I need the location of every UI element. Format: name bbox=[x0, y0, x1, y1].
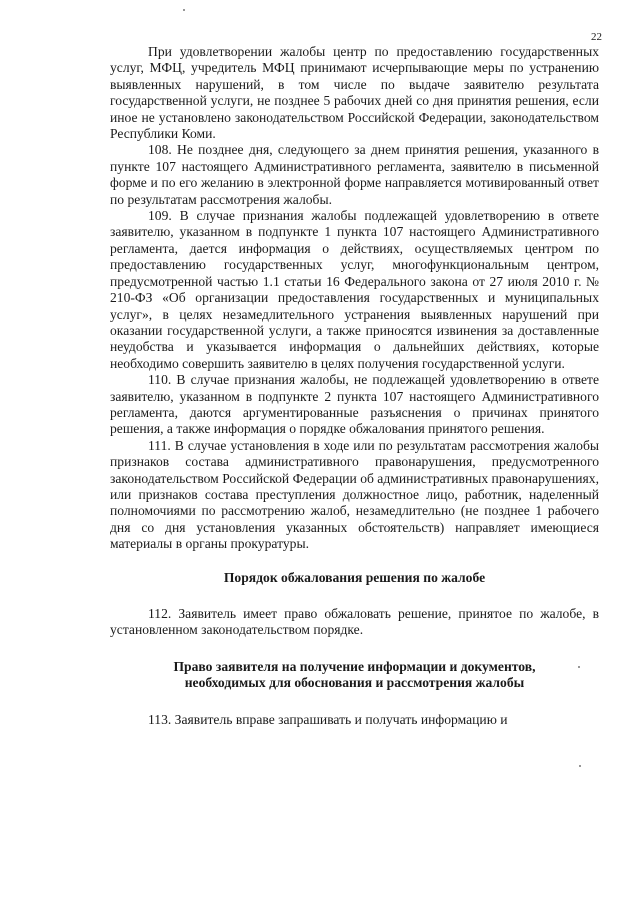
scan-speck bbox=[578, 666, 580, 668]
spacer bbox=[110, 639, 599, 659]
paragraph-111: 111. В случае установления в ходе или по результатам рассмотрения жалобы признаков состава административного правонарушения, предусмотренного законодательством Российской Федерации об административных правонарушениях, или признаков состава преступления должностное лицо, работник, наделенный полномочиями по рассмотрению жалоб, незамедлительно (не позднее 1 рабочего дня со дня установления указанных обстоятельств) направляет имеющиеся материалы в органы прокуратуры. bbox=[110, 437, 599, 552]
section-heading-appeal-procedure: Порядок обжалования решения по жалобе bbox=[223, 569, 486, 585]
paragraph-113: 113. Заявитель вправе запрашивать и получать информацию и bbox=[148, 711, 508, 727]
paragraph-112: 112. Заявитель имеет право обжаловать решение, принятое по жалобе, в установленном законодательством порядке. bbox=[110, 606, 599, 638]
paragraph-109: 109. В случае признания жалобы подлежащей удовлетворению в ответе заявителю, указанном в подпункте 1 пункта 107 настоящего Административного регламента, дается информация о действиях, осуществляемых центром по предоставлению государственных услуг, многофункциональным центром, предусмотренной частью 1.1 статьи 16 Федерального закона от 27 июля 2010 г. № 210-ФЗ «Об организации предоставления государственных и муниципальных услуг», в целях незамедлительного устранения выявленных нарушений при оказании государственной услуги, а также приносятся извинения за доставленные неудобства и указывается информация о дальнейших действиях, которые необходимо совершить заявителю в целях получения государственной услуги. bbox=[110, 208, 599, 371]
page-number: 22 bbox=[591, 31, 602, 43]
paragraph-110: 110. В случае признания жалобы, не подлежащей удовлетворению в ответе заявителю, указанном в подпункте 2 пункта 107 настоящего Административного регламента, даются аргументированные разъяснения о причинах принятого решения, а также информация о порядке обжалования принятого решения. bbox=[110, 372, 599, 437]
paragraph-108: 108. Не позднее дня, следующего за днем принятия решения, указанного в пункте 107 настоящего Административного регламента, заявителю в письменной форме и по его желанию в электронной форме направляется мотивированный ответ по результатам рассмотрения жалобы. bbox=[110, 142, 599, 207]
paragraph-intro: При удовлетворении жалобы центр по предоставлению государственных услуг, МФЦ, учредитель МФЦ принимают исчерпывающие меры по устранению выявленных нарушений, в том числе по выдаче заявителю результата государственной услуги, не позднее 5 рабочих дней со дня принятия решения, если иное не установлено законодательством Российской Федерации, законодательством Республики Коми. bbox=[110, 44, 599, 142]
document-body bbox=[110, 44, 599, 728]
heading-line: Право заявителя на получение информации и документов, bbox=[173, 658, 536, 674]
spacer bbox=[110, 586, 599, 606]
heading-line: необходимых для обоснования и рассмотрения жалобы bbox=[184, 675, 525, 691]
spacer bbox=[110, 692, 599, 712]
scan-speck bbox=[183, 9, 185, 11]
spacer bbox=[110, 553, 599, 570]
scan-speck bbox=[579, 765, 581, 767]
section-heading-applicant-rights bbox=[110, 659, 599, 692]
